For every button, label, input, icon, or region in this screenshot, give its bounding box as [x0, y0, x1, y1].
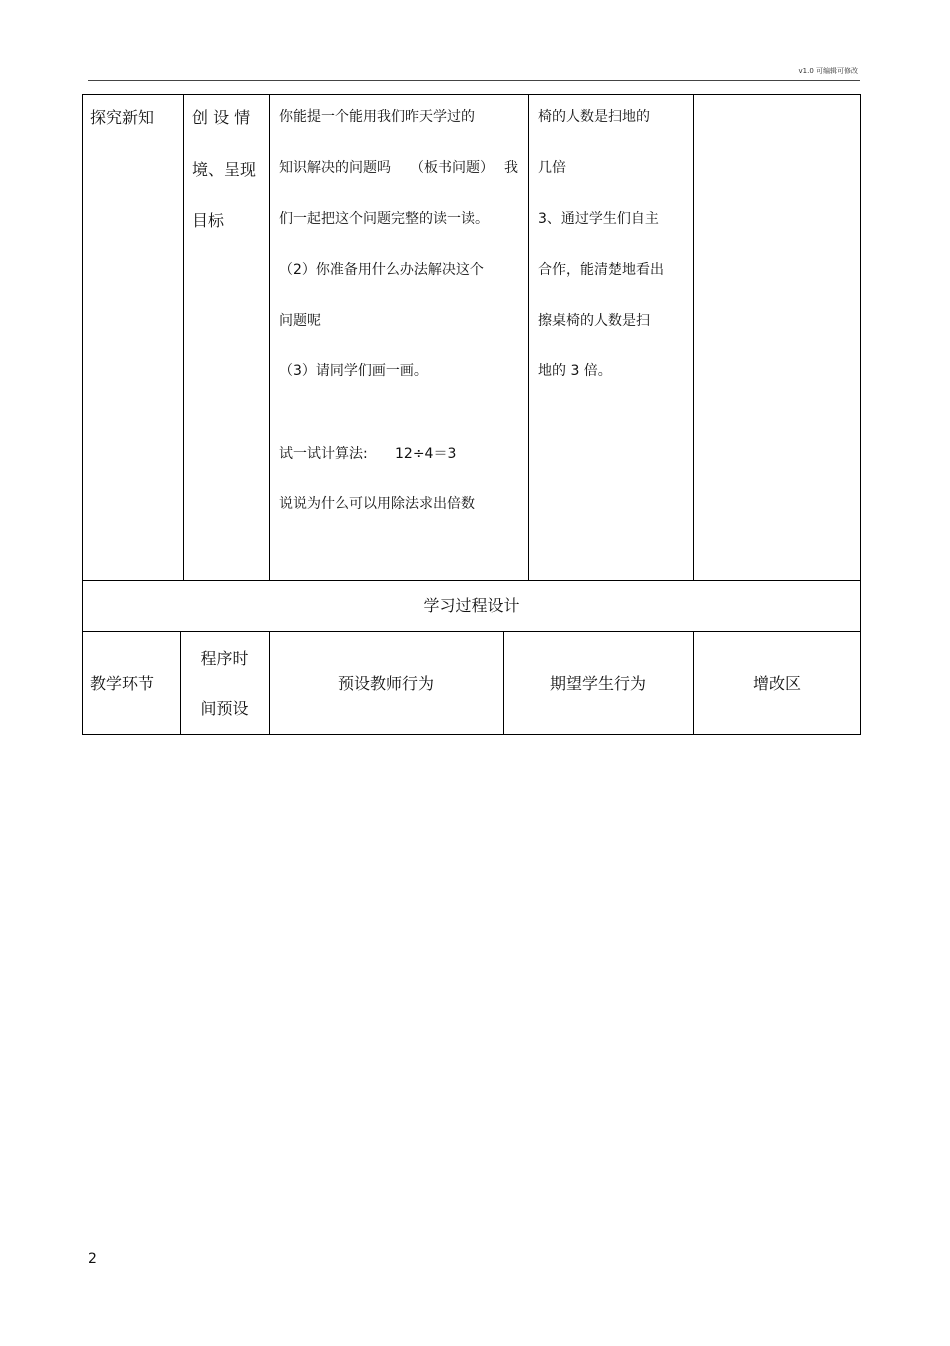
student-line: 地的 3 倍。: [538, 363, 612, 379]
header-version-label: v1.0 可编辑可修改: [798, 67, 858, 75]
table-divider: [183, 94, 184, 580]
header-time-line: 程序时: [200, 649, 249, 668]
table-divider: [269, 94, 270, 580]
header-revision-area: 增改区: [752, 674, 801, 693]
header-teacher-behavior: 预设教师行为: [337, 674, 434, 693]
table-divider: [82, 580, 861, 581]
teacher-line: 问题呢: [279, 313, 321, 329]
header-teaching-stage: 教学环节: [90, 674, 155, 693]
teacher-line: 知识解决的问题吗: [279, 160, 391, 176]
header-time-line: 间预设: [200, 699, 249, 718]
student-line: 擦桌椅的人数是扫: [538, 313, 650, 329]
teacher-line: 试一试计算法:: [279, 446, 368, 462]
teacher-line: 们一起把这个问题完整的读一读。: [279, 211, 489, 227]
teacher-line: 说说为什么可以用除法求出倍数: [279, 496, 475, 512]
student-line: 合作，能清楚地看出: [538, 262, 664, 278]
stage-cell: 探究新知: [90, 108, 155, 127]
teacher-line: （3）请同学们画一画。: [279, 363, 428, 379]
teacher-line: （板书问题）: [410, 160, 494, 176]
student-line: 几倍: [538, 160, 566, 176]
procedure-line: 创 设 情: [192, 108, 251, 127]
student-line: 3、通过学生们自主: [538, 211, 659, 227]
lesson-table: [82, 94, 861, 735]
procedure-line: 境、呈现: [192, 160, 257, 179]
table-divider: [528, 94, 529, 580]
teacher-line: （2）你准备用什么办法解决这个: [279, 262, 484, 278]
teacher-line: 我: [504, 160, 518, 176]
teacher-line: 12÷4＝3: [395, 446, 457, 462]
section-title: 学习过程设计: [423, 596, 520, 615]
header-student-behavior: 期望学生行为: [549, 674, 646, 693]
teacher-line: 你能提一个能用我们昨天学过的: [279, 109, 475, 125]
header-rule: [88, 80, 860, 81]
table-divider: [180, 631, 181, 735]
table-divider: [693, 94, 694, 580]
student-line: 椅的人数是扫地的: [538, 109, 650, 125]
procedure-line: 目标: [192, 211, 225, 230]
table-divider: [82, 631, 861, 632]
page-number: 2: [88, 1251, 97, 1267]
